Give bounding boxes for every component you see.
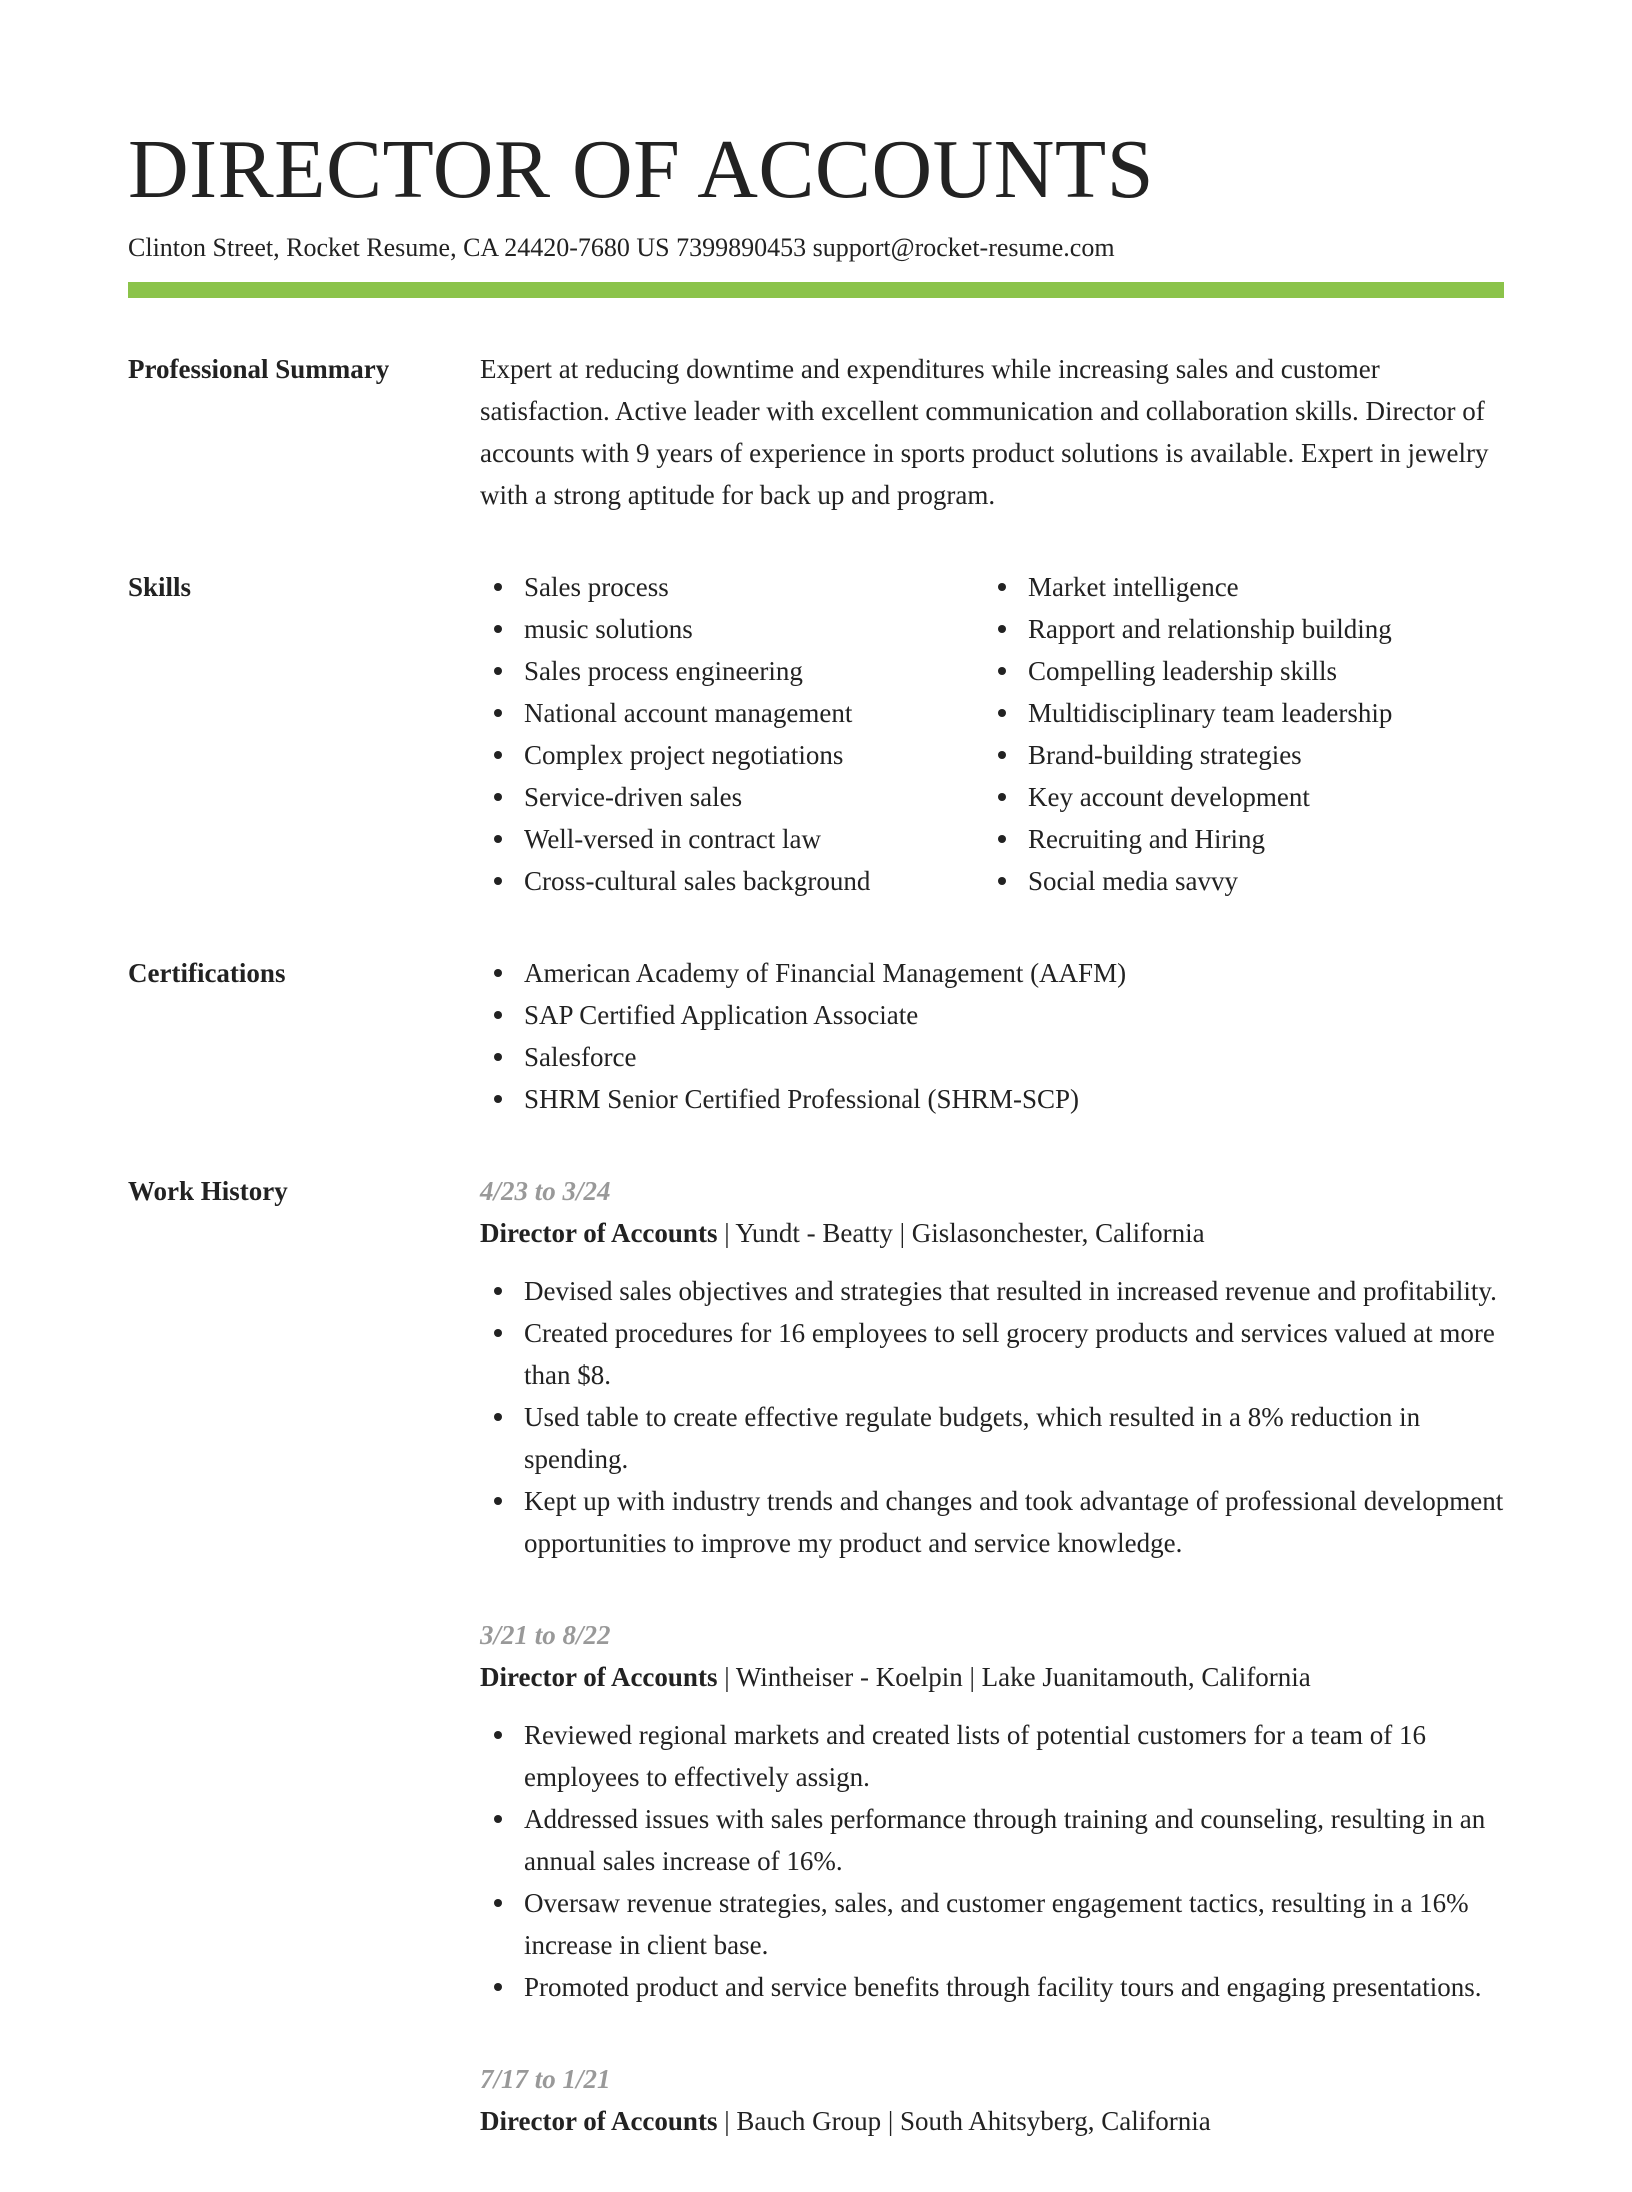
certifications-section [128, 952, 1504, 1120]
work-history-section [128, 1170, 1504, 2192]
skill-item: Compelling leadership skills [984, 650, 1488, 692]
section-label: Professional Summary [128, 354, 390, 384]
skill-item: Cross-cultural sales background [480, 860, 984, 902]
accent-divider [128, 282, 1504, 298]
job-title: Director of Accounts [480, 2106, 718, 2136]
job-bullets [480, 1714, 1504, 2008]
skill-item: National account management [480, 692, 984, 734]
skill-item: Multidisciplinary team leadership [984, 692, 1488, 734]
skills-list-right [984, 566, 1488, 902]
certification-item: SAP Certified Application Associate [480, 994, 1504, 1036]
skills-grid [480, 566, 1504, 902]
summary-section [128, 348, 1504, 516]
certifications-list [480, 952, 1504, 1120]
skill-item: Rapport and relationship building [984, 608, 1488, 650]
skill-item: Market intelligence [984, 566, 1488, 608]
skill-item: music solutions [480, 608, 984, 650]
job-heading [480, 1212, 1504, 1254]
job-bullet: Oversaw revenue strategies, sales, and customer engagement tactics, resulting in a 16% increase in client base. [480, 1882, 1504, 1966]
job-heading [480, 1656, 1504, 1698]
job-title: Director of Accounts [480, 1662, 718, 1692]
skills-section [128, 566, 1504, 902]
summary-text: Expert at reducing downtime and expenditures while increasing sales and customer satisfaction. Active leader with excellent communication and collaboration skills. Director of accounts with 9 years of experience in sports product solutions is available. Expert in jewelry with a strong aptitude for back up and program. [480, 354, 1489, 510]
job-bullet: Promoted product and service benefits through facility tours and engaging presentations. [480, 1966, 1504, 2008]
job-dates: 7/17 to 1/21 [480, 2064, 611, 2094]
job-bullet: Used table to create effective regulate budgets, which resulted in a 8% reduction in spending. [480, 1396, 1504, 1480]
section-label: Skills [128, 572, 192, 602]
section-label: Certifications [128, 958, 286, 988]
section-label: Work History [128, 1176, 288, 1206]
skills-list-left [480, 566, 984, 902]
certification-item: SHRM Senior Certified Professional (SHRM-SCP) [480, 1078, 1504, 1120]
skill-item: Complex project negotiations [480, 734, 984, 776]
job-heading [480, 2100, 1504, 2142]
skill-item: Sales process engineering [480, 650, 984, 692]
job-company: | Bauch Group | South Ahitsyberg, California [717, 2106, 1211, 2136]
job-dates: 3/21 to 8/22 [480, 1620, 611, 1650]
job-entry [480, 1170, 1504, 1564]
job-bullets [480, 1270, 1504, 1564]
job-bullet: Devised sales objectives and strategies that resulted in increased revenue and profitability. [480, 1270, 1504, 1312]
skill-item: Sales process [480, 566, 984, 608]
jobs-list [480, 1170, 1504, 2192]
job-entry [480, 2058, 1504, 2142]
job-dates: 4/23 to 3/24 [480, 1176, 611, 1206]
skill-item: Key account development [984, 776, 1488, 818]
contact-line: Clinton Street, Rocket Resume, CA 24420-7680 US 7399890453 support@rocket-resume.com [128, 233, 1115, 262]
skill-item: Service-driven sales [480, 776, 984, 818]
skill-item: Recruiting and Hiring [984, 818, 1488, 860]
certification-item: American Academy of Financial Management (AAFM) [480, 952, 1504, 994]
job-bullet: Addressed issues with sales performance through training and counseling, resulting in an annual sales increase of 16%. [480, 1798, 1504, 1882]
job-title: Director of Accounts [480, 1218, 718, 1248]
job-entry [480, 1614, 1504, 2008]
job-company: | Yundt - Beatty | Gislasonchester, California [717, 1218, 1205, 1248]
resume-title: DIRECTOR OF ACCOUNTS [128, 123, 1154, 216]
job-company: | Wintheiser - Koelpin | Lake Juanitamouth, California [717, 1662, 1311, 1692]
skill-item: Social media savvy [984, 860, 1488, 902]
job-bullet: Reviewed regional markets and created lists of potential customers for a team of 16 employees to effectively assign. [480, 1714, 1504, 1798]
skill-item: Brand-building strategies [984, 734, 1488, 776]
certification-item: Salesforce [480, 1036, 1504, 1078]
resume-page [128, 118, 1504, 2192]
skill-item: Well-versed in contract law [480, 818, 984, 860]
job-bullet: Created procedures for 16 employees to sell grocery products and services valued at more than $8. [480, 1312, 1504, 1396]
job-bullet: Kept up with industry trends and changes and took advantage of professional development opportunities to improve my product and service knowledge. [480, 1480, 1504, 1564]
